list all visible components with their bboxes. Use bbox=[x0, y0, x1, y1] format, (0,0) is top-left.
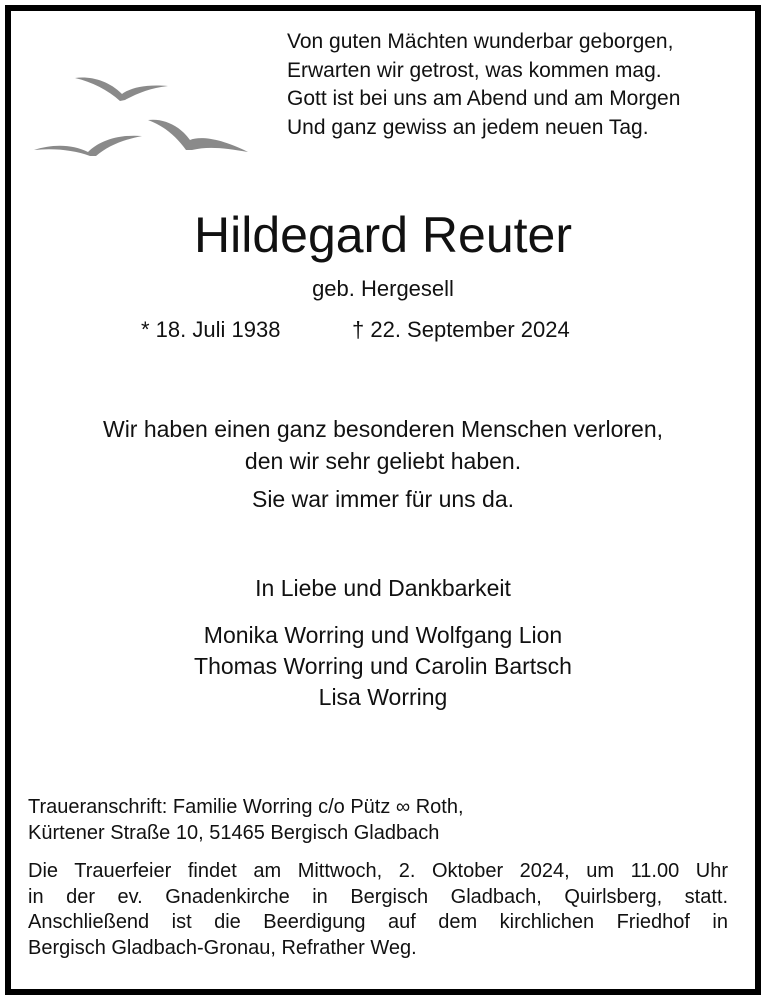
quote-line: Wir haben einen ganz besonderen Menschen verloren, bbox=[102, 416, 664, 442]
address-line: Traueranschrift: Familie Worring c/o Pütz ∞ Roth, bbox=[28, 796, 464, 818]
memorial-quote bbox=[0, 413, 766, 477]
family-names bbox=[0, 620, 766, 713]
poem bbox=[287, 28, 680, 142]
birth-date: * 18. Juli 1938 bbox=[141, 317, 281, 342]
quote-line: Sie war immer für uns da. bbox=[251, 486, 515, 512]
service-line: Anschließend ist die Beerdigung auf dem kirchlichen Friedhof in bbox=[28, 911, 728, 933]
death-date: † 22. September 2024 bbox=[352, 317, 570, 342]
deceased-name: Hildegard Reuter bbox=[194, 207, 572, 263]
birth-name: geb. Hergesell bbox=[312, 276, 454, 301]
address-line: Kürtener Straße 10, 51465 Bergisch Gladbach bbox=[28, 821, 440, 844]
family-line: Thomas Worring und Carolin Bartsch bbox=[194, 653, 572, 679]
closing-phrase: In Liebe und Dankbarkeit bbox=[255, 575, 511, 601]
bird-icon bbox=[148, 120, 248, 152]
poem-line: Gott ist bei uns am Abend und am Morgen bbox=[287, 87, 681, 110]
poem-line: Und ganz gewiss an jedem neuen Tag. bbox=[287, 115, 649, 139]
poem-line: Erwarten wir getrost, was kommen mag. bbox=[287, 58, 662, 82]
service-info bbox=[28, 859, 728, 961]
bird-icon bbox=[75, 78, 168, 101]
quote-line: den wir sehr geliebt haben. bbox=[244, 448, 522, 474]
service-line: in der ev. Gnadenkirche in Bergisch Gladbach, Quirlsberg, statt. bbox=[28, 885, 728, 908]
poem-line: Von guten Mächten wunderbar geborgen, bbox=[287, 30, 674, 53]
flying-birds-illustration bbox=[30, 70, 260, 170]
bird-icon bbox=[34, 136, 142, 156]
service-line: Bergisch Gladbach-Gronau, Refrather Weg. bbox=[28, 936, 417, 959]
service-line: Die Trauerfeier findet am Mittwoch, 2. Oktober 2024, um 11.00 Uhr bbox=[28, 860, 728, 882]
family-line: Lisa Worring bbox=[318, 684, 448, 710]
family-line: Monika Worring und Wolfgang Lion bbox=[203, 622, 563, 648]
mourning-address bbox=[28, 795, 728, 846]
